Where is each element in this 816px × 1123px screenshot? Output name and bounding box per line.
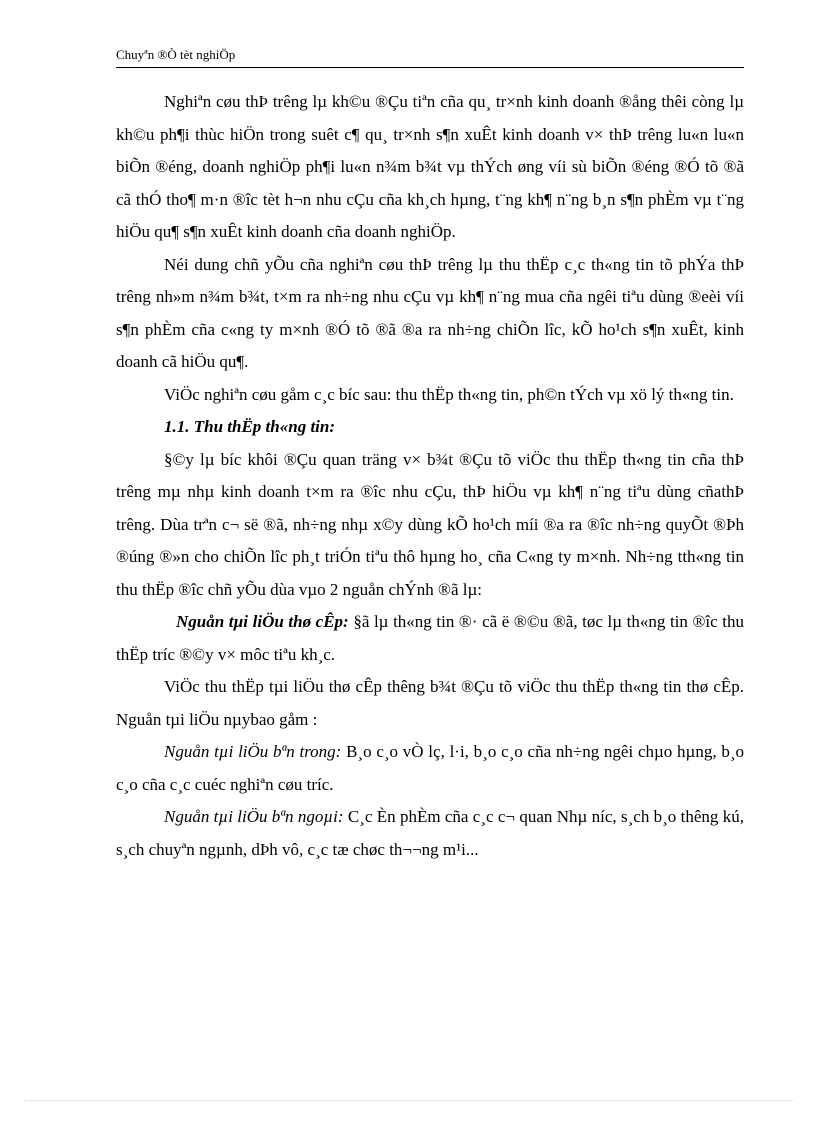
header-title: Chuyªn ®Ò tèt nghiÖp — [116, 47, 236, 62]
paragraph-information-collection: §©y lµ bíc khôi ®Çu quan träng v× b¾t ®Çu tõ viÖc thu thËp th«ng tin cña thÞ trêng mµ nhµ kinh doanh t×m ra ®îc nhu cÇu, thÞ hiÖu vµ kh¶ n¨ng tiªu dùng cñathÞ trêng. Dùa trªn c¬ së ®ã, nh÷ng nhµ x©y dùng kÕ ho¹ch míi ®a ra ®îc nh÷ng quyÕt ®Þh ®úng ®»n cho chiÕn lîc ph¸t triÓn tiªu thô hµng ho¸ cña C«ng ty m×nh. Nh÷ng tth«ng tin thu thËp ®îc chñ yÕu dùa vµo 2 nguån chÝnh ®ã lµ: — [116, 449, 744, 599]
paragraph-research-content: Néi dung chñ yÕu cña nghiªn cøu thÞ trêng lµ thu thËp c¸c th«ng tin tõ phÝa thÞ trêng nh»m n¾m b¾t, t×m ra nh÷ng nhu cÇu vµ kh¶ n¨ng mua cña ngêi tiªu dùng ®eèi víi s¶n phÈm cña c«ng ty m×nh ®Ó tõ ®ã ®a ra nh÷ng chiÕn lîc, kÕ ho¹ch s¶n xuÊt, kinh doanh cã hiÖu qu¶. — [116, 254, 744, 371]
internal-sources-term: Nguån tµi liÖu bªn trong: — [164, 742, 342, 761]
external-sources-definition: C¸c Èn phÈm cña c¸c c¬ quan Nhµ níc, s¸ch b¸o thêng kú, s¸ch chuyªn ngµnh, dÞh vô, c¸c tæ chøc th¬¬ng m¹i... — [116, 807, 744, 859]
document-body — [116, 86, 744, 866]
internal-sources-definition: B¸o c¸o vÒ lç, l·i, b¸o c¸o cña nh÷ng ngêi chµo hµng, b¸o c¸o cña c¸c cuéc nghiªn cøu tríc. — [116, 742, 744, 794]
paragraph-market-research-intro: Nghiªn cøu thÞ trêng lµ kh©u ®Çu tiªn cña qu¸ tr×nh kinh doanh ®ång thêi còng lµ kh©u ph¶i thùc hiÖn trong suêt c¶ qu¸ tr×nh s¶n xuÊt kinh doanh v× thÞ trêng lu«n lu«n biÕn ®éng, doanh nghiÖp ph¶i lu«n n¾m b¾t vµ thÝch øng víi sù biÕn ®éng ®Ó tõ ®ã cã thÓ tho¶ m·n ®îc tèt h¬n nhu cÇu cña kh¸ch hµng, t¨ng kh¶ n¨ng b¸n s¶n phÈm vµ t¨ng hiÖu qu¶ s¶n xuÊt kinh doanh cña doanh nghiÖp. — [116, 92, 744, 241]
page-header — [116, 45, 744, 68]
secondary-sources-term: Nguån tµi liÖu thø cÊp: — [176, 612, 349, 631]
paragraph-research-steps: ViÖc nghiªn cøu gåm c¸c bíc sau: thu thËp th«ng tin, ph©n tÝch vµ xö lý th«ng tin. — [164, 384, 734, 404]
paragraph-internal-sources — [116, 736, 744, 801]
page-bottom-divider — [24, 1100, 794, 1101]
secondary-sources-definition: §ã lµ th«ng tin ®· cã ë ®©u ®ã, tøc lµ th«ng tin ®îc thu thËp tríc ®©y v× môc tiªu kh¸c. — [116, 612, 745, 664]
external-sources-term: Nguån tµi liÖu bªn ngoµi: — [164, 807, 344, 826]
paragraph-external-sources — [116, 801, 744, 866]
paragraph-secondary-sources — [116, 606, 744, 671]
paragraph-secondary-collection: ViÖc thu thËp tµi liÖu thø cÊp thêng b¾t ®Çu tõ viÖc thu thËp th«ng tin thø cÊp. Nguån tµi liÖu nµybao gåm : — [116, 677, 744, 729]
section-heading: 1.1. Thu thËp th«ng tin: — [164, 417, 336, 436]
